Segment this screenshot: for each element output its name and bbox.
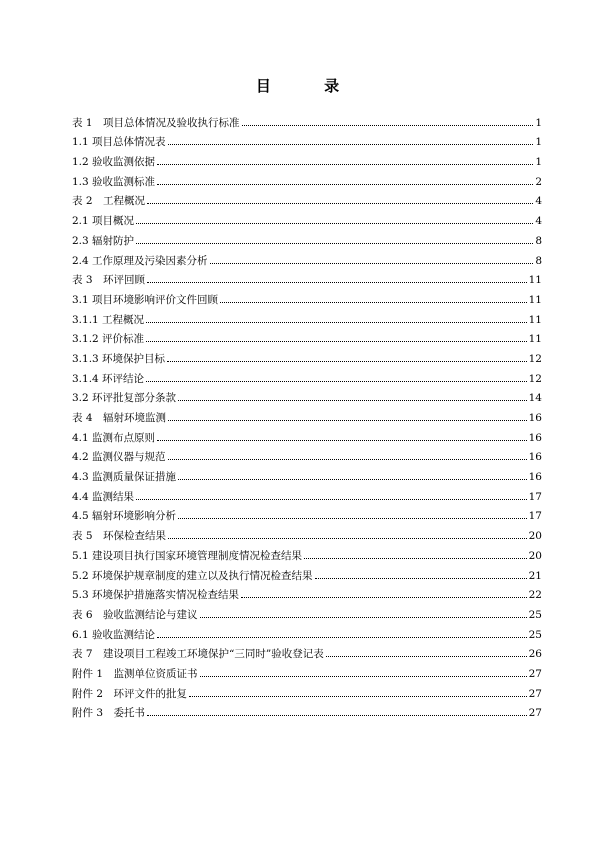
toc-entry-page-number: 8: [535, 234, 542, 247]
toc-dot-leader: [157, 164, 533, 165]
toc-entry[interactable]: [72, 424, 542, 444]
toc-entry-page-number: 16: [528, 412, 542, 424]
toc-dot-leader: [189, 696, 527, 697]
toc-entry-label: 表 2 工程概况: [72, 195, 146, 208]
toc-entry[interactable]: [72, 660, 542, 680]
toc-entry-label: 4.1 监测布点原则: [72, 431, 156, 444]
toc-entry-label: 附件 2 环评文件的批复: [72, 687, 188, 700]
toc-dot-leader: [200, 617, 527, 618]
toc-entry-label: 3.2 环评批复部分条款: [72, 392, 177, 405]
toc-entry[interactable]: [72, 503, 542, 523]
toc-entry-page-number: 17: [528, 490, 542, 503]
toc-entry-label: 1.2 验收监测依据: [72, 156, 156, 169]
toc-dot-leader: [210, 263, 534, 264]
toc-entry-page-number: 25: [528, 608, 542, 621]
toc-entry-page-number: 25: [528, 628, 542, 641]
toc-entry-label: 4.3 监测质量保证措施: [72, 471, 177, 484]
toc-dot-leader: [178, 518, 527, 519]
toc-entry-page-number: 16: [528, 451, 542, 464]
toc-entry[interactable]: [72, 286, 542, 306]
toc-dot-leader: [147, 715, 527, 716]
toc-entry-label: 3.1.2 评价标准: [72, 333, 145, 346]
toc-entry-label: 表 6 验收监测结论与建议: [72, 608, 198, 621]
toc-entry-page-number: 11: [528, 293, 542, 306]
toc-entry-page-number: 26: [528, 648, 542, 661]
toc-entry-page-number: 12: [528, 372, 542, 385]
toc-entry[interactable]: [72, 326, 542, 346]
toc-entry-page-number: 1: [535, 116, 542, 129]
toc-entry[interactable]: [72, 345, 542, 365]
toc-entry-label: 表 7 建设项目工程竣工环境保护“三同时”验收登记表: [72, 648, 324, 661]
toc-entry[interactable]: [72, 385, 542, 405]
toc-dot-leader: [168, 144, 534, 145]
toc-entry-label: 表 1 项目总体情况及验收执行标准: [72, 116, 240, 129]
toc-dot-leader: [157, 440, 527, 441]
toc-dot-leader: [168, 420, 527, 421]
toc-entry[interactable]: [72, 680, 542, 700]
toc-entry-page-number: 16: [528, 431, 542, 444]
toc-entry-page-number: 17: [528, 510, 542, 523]
toc-dot-leader: [147, 203, 533, 204]
toc-entry-label: 5.3 环境保护措施落实情况检查结果: [72, 589, 240, 602]
toc-entry-page-number: 27: [528, 707, 542, 720]
toc-entry-label: 附件 3 委托书: [72, 707, 146, 720]
toc-entry-page-number: 11: [528, 313, 542, 326]
toc-entry-page-number: 20: [528, 549, 542, 562]
toc-entry-page-number: 11: [528, 274, 542, 287]
toc-entry-page-number: 8: [535, 254, 542, 267]
toc-entry[interactable]: [72, 542, 542, 562]
toc-dot-leader: [167, 361, 527, 362]
toc-entry[interactable]: [72, 621, 542, 641]
toc-entry-page-number: 2: [535, 175, 542, 188]
toc-entry-label: 3.1 项目环境影响评价文件回顾: [72, 293, 219, 306]
toc-entry[interactable]: [72, 582, 542, 602]
toc-entry[interactable]: [72, 641, 542, 661]
toc-dot-leader: [146, 341, 527, 342]
toc-entry[interactable]: [72, 562, 542, 582]
toc-entry-label: 1.3 验收监测标准: [72, 175, 156, 188]
toc-dot-leader: [326, 656, 527, 657]
toc-dot-leader: [146, 322, 527, 323]
toc-entry-label: 表 3 环评回顾: [72, 274, 146, 287]
toc-entry-label: 4.4 监测结果: [72, 490, 135, 503]
toc-dot-leader: [168, 538, 527, 539]
toc-entry[interactable]: [72, 267, 542, 287]
toc-entry[interactable]: [72, 463, 542, 483]
toc-entry-label: 附件 1 监测单位资质证书: [72, 667, 198, 680]
toc-dot-leader: [147, 282, 527, 283]
toc-entry[interactable]: [72, 148, 542, 168]
toc-entry-label: 5.2 环境保护规章制度的建立以及执行情况检查结果: [72, 569, 313, 582]
toc-entry[interactable]: [72, 522, 542, 542]
toc-entry[interactable]: [72, 404, 542, 424]
toc-entry-label: 表 5 环保检查结果: [72, 530, 167, 543]
toc-entry[interactable]: [72, 168, 542, 188]
toc-dot-leader: [178, 400, 527, 401]
toc-entry[interactable]: [72, 207, 542, 227]
toc-entry[interactable]: [72, 247, 542, 267]
toc-entry-label: 3.1.4 环评结论: [72, 372, 145, 385]
toc-dot-leader: [304, 558, 527, 559]
toc-entry[interactable]: [72, 109, 542, 129]
toc-entry[interactable]: [72, 601, 542, 621]
toc-dot-leader: [146, 381, 527, 382]
toc-dot-leader: [157, 637, 527, 638]
toc-entry[interactable]: [72, 483, 542, 503]
toc-entry-label: 4.5 辐射环境影响分析: [72, 510, 177, 523]
toc-entry-label: 表 4 辐射环境监测: [72, 412, 167, 424]
toc-dot-leader: [136, 499, 527, 500]
toc-entry[interactable]: [72, 700, 542, 720]
toc-entry-page-number: 14: [528, 392, 542, 405]
toc-entry-label: 5.1 建设项目执行国家环境管理制度情况检查结果: [72, 549, 303, 562]
toc-entry-page-number: 11: [528, 333, 542, 346]
toc-dot-leader: [241, 597, 527, 598]
toc-entry-label: 2.4 工作原理及污染因素分析: [72, 254, 208, 267]
toc-entry-page-number: 4: [535, 195, 542, 208]
toc-entry[interactable]: [72, 227, 542, 247]
toc-entry-page-number: 12: [528, 352, 542, 365]
toc-entry[interactable]: [72, 188, 542, 208]
toc-dot-leader: [200, 676, 527, 677]
toc-dot-leader: [157, 184, 533, 185]
toc-entry[interactable]: [72, 306, 542, 326]
toc-entry-page-number: 27: [528, 687, 542, 700]
toc-entry-page-number: 22: [528, 589, 542, 602]
toc-entry[interactable]: [72, 365, 542, 385]
toc-dot-leader: [315, 578, 527, 579]
toc-entry-page-number: 16: [528, 471, 542, 484]
toc-entry-page-number: 1: [535, 136, 542, 149]
toc-entry-label: 2.3 辐射防护: [72, 234, 135, 247]
toc-entry-label: 3.1.3 环境保护目标: [72, 352, 166, 365]
toc-dot-leader: [220, 302, 527, 303]
toc-entry-page-number: 4: [535, 215, 542, 228]
toc-dot-leader: [178, 479, 527, 480]
toc-entry-page-number: 1: [535, 156, 542, 169]
toc-entry-label: 3.1.1 工程概况: [72, 313, 145, 326]
toc-entry-page-number: 20: [528, 530, 542, 543]
toc-entry-page-number: 27: [528, 667, 542, 680]
toc-entry-label: 1.1 项目总体情况表: [72, 136, 166, 149]
toc-list: [72, 109, 542, 719]
toc-dot-leader: [136, 243, 533, 244]
toc-dot-leader: [168, 459, 527, 460]
toc-entry-label: 4.2 监测仪器与规范: [72, 451, 166, 464]
toc-entry[interactable]: [72, 129, 542, 149]
toc-title: 目 录: [255, 77, 364, 95]
toc-entry-page-number: 21: [528, 569, 542, 582]
toc-dot-leader: [242, 125, 534, 126]
toc-entry[interactable]: [72, 444, 542, 464]
toc-entry-label: 2.1 项目概况: [72, 215, 135, 228]
toc-dot-leader: [136, 223, 533, 224]
toc-entry-label: 6.1 验收监测结论: [72, 628, 156, 641]
